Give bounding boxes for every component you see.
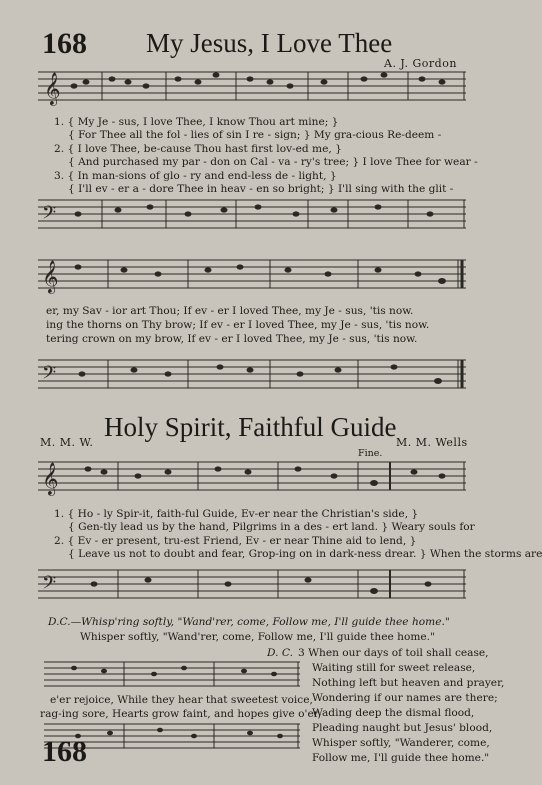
- hymn-title: My Jesus, I Love Thee: [146, 28, 393, 58]
- hymn-2-meter: M. M. W.: [40, 436, 94, 449]
- verse-3-line-3: Nothing left but heaven and prayer,: [312, 677, 505, 689]
- svg-text:𝄢: 𝄢: [42, 363, 57, 388]
- hymn-2-bass-staff: [38, 568, 466, 600]
- verse-3-line-a: 3. { In man-sions of glo - ry and end-less de - light, }: [54, 170, 337, 182]
- verse-2-line-b: { And purchased my par - don on Cal - va - ry's tree; } I love Thee for wear -: [68, 156, 478, 168]
- hymn-2-treble-staff: [38, 460, 466, 495]
- svg-text:𝄞: 𝄞: [42, 462, 59, 495]
- hymn-2-verse-1-a: 1. { Ho - ly Spir-it, faith-ful Guide, Ev-er near the Christian's side, }: [54, 508, 419, 520]
- hymn-2-verse-2-b: { Leave us not to doubt and fear, Grop-ing on in dark-ness drear. } When the storms are: [68, 548, 542, 560]
- verse-3-line-b: { I'll ev - er a - dore Thee in heav - en so bright; } I'll sing with the glit -: [68, 183, 454, 195]
- verse-1-line-b: { For Thee all the fol - lies of sin I re - sign; } My gra-cious Re-deem -: [68, 129, 442, 141]
- verse-3-line-5: Wading deep the dismal flood,: [312, 707, 475, 719]
- dc-line-2: Whisper softly, "Wand'rer, come, Follow me, I'll guide thee home.": [80, 631, 435, 643]
- hymn-2-verse-2-a: 2. { Ev - er present, tru-est Friend, Ev - er near Thine aid to lend, }: [54, 535, 417, 547]
- verse-3-line-7: Whisper softly, "Wanderer, come,: [312, 737, 490, 749]
- dc-label: D. C.: [267, 647, 293, 659]
- verse-left-2: rag-ing sore, Hearts grow faint, and hopes give o'er,: [40, 708, 321, 720]
- dc-line-1: D.C.—Whisp'ring softly, "Wand'rer, come, Follow me, I'll guide thee home.": [48, 616, 450, 628]
- verse-3-line-2: Waiting still for sweet release,: [312, 662, 476, 674]
- verse-3-line-1: 3 When our days of toil shall cease,: [298, 647, 489, 659]
- page-number-bottom: [42, 735, 87, 769]
- fine-marking: Fine.: [358, 448, 383, 459]
- verse-1-line-a: 1. { My Je - sus, I love Thee, I know Thou art mine; }: [54, 116, 339, 128]
- verse-left-1: e'er rejoice, While they hear that sweetest voice,: [50, 694, 313, 706]
- verse-3-line-8: Follow me, I'll guide thee home.": [312, 752, 490, 764]
- bass-staff-2: [38, 358, 466, 390]
- page-number-repeat: 168: [42, 735, 87, 768]
- verse-3-line-6: Pleading naught but Jesus' blood,: [312, 722, 493, 734]
- alto-staff: [44, 660, 300, 688]
- treble-staff-2: [38, 258, 466, 293]
- refrain-line-2: ing the thorns on Thy brow; If ev - er I loved Thee, my Je - sus, 'tis now.: [46, 319, 430, 331]
- hymn-2-composer: M. M. Wells: [396, 436, 468, 449]
- composer: A. J. Gordon: [384, 57, 457, 70]
- refrain-line-3: tering crown on my brow, If ev - er I loved Thee, my Je - sus, 'tis now.: [46, 333, 418, 345]
- hymn-2-verse-1-b: { Gen-tly lead us by the hand, Pilgrims in a des - ert land. } Weary souls for: [68, 521, 475, 533]
- svg-text:𝄞: 𝄞: [42, 260, 59, 293]
- verse-3-line-4: Wondering if our names are there;: [312, 692, 498, 704]
- treble-staff: [38, 70, 466, 105]
- svg-text:𝄢: 𝄢: [42, 573, 57, 598]
- verse-2-line-a: 2. { I love Thee, be-cause Thou hast first lov-ed me, }: [54, 143, 342, 155]
- page-number: 168: [42, 27, 87, 60]
- hymn-2-title: Holy Spirit, Faithful Guide: [104, 412, 397, 442]
- bass-staff: [38, 198, 466, 230]
- svg-text:𝄢: 𝄢: [42, 203, 57, 228]
- svg-text:𝄞: 𝄞: [44, 72, 61, 105]
- refrain-line-1: er, my Sav - ior art Thou; If ev - er I loved Thee, my Je - sus, 'tis now.: [46, 305, 414, 317]
